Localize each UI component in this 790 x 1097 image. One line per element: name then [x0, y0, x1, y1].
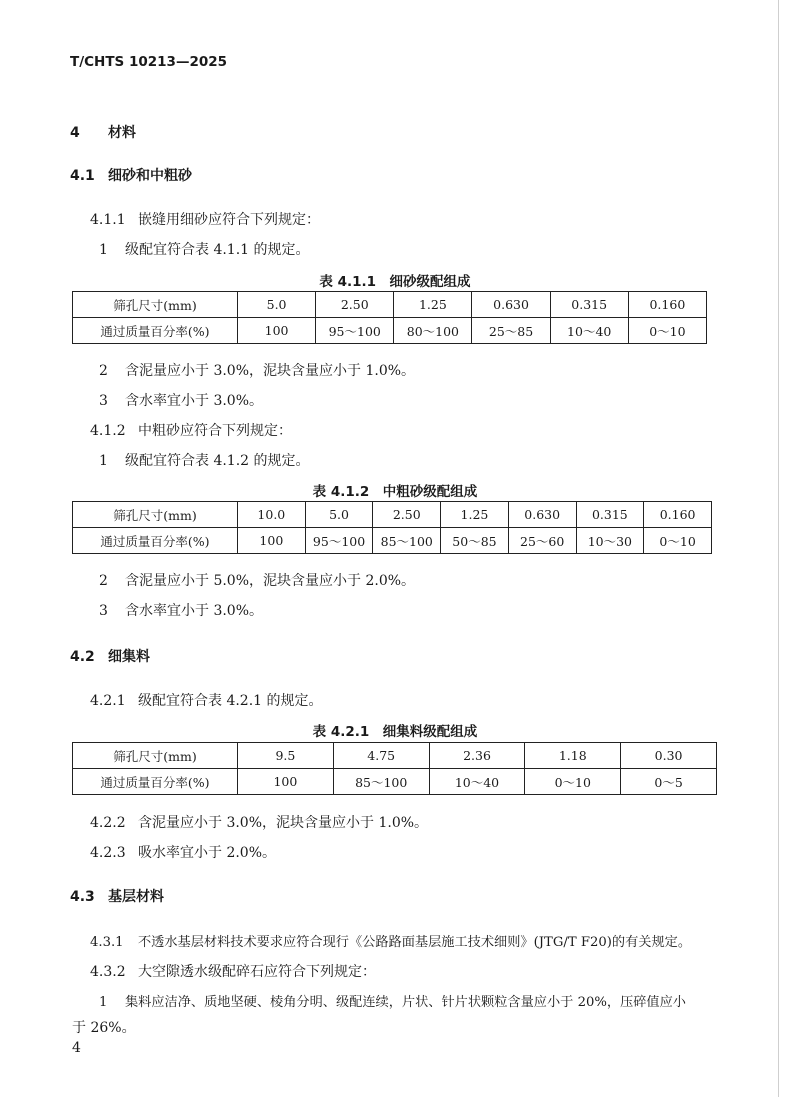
clause-number: 4.1.1: [90, 212, 126, 228]
item-4-3-2-1: [99, 991, 686, 1010]
item-4-1-1-3: [99, 390, 263, 410]
table-cell: 10～40: [550, 318, 628, 344]
item-number: 1: [99, 242, 108, 258]
clause-text: 不透水基层材料技术要求应符合现行《公路路面基层施工技术细则》(JTG/T F20)的有关规定。: [138, 935, 692, 950]
table-cell: 0.630: [472, 292, 550, 318]
table-cell: 95～100: [316, 318, 394, 344]
table-row: [73, 292, 707, 318]
row-header-sieve-size: 筛孔尺寸(mm): [73, 292, 238, 318]
table-4-1-2: [72, 501, 712, 554]
item-text: 含泥量应小于 3.0%，泥块含量应小于 1.0%。: [125, 363, 416, 379]
item-4-1-2-3: [99, 600, 263, 620]
table-cell: 2.50: [316, 292, 394, 318]
table-4-2-1-caption: 表 4.2.1 细集料级配组成: [312, 724, 478, 740]
clause-4-2-3: [90, 842, 276, 862]
table-cell: 10～40: [429, 769, 525, 795]
table-cell: 9.5: [238, 743, 334, 769]
table-4-1-2-caption: 表 4.1.2 中粗砂级配组成: [312, 484, 478, 500]
clause-text: 级配宜符合表 4.2.1 的规定。: [138, 693, 323, 709]
table-cell: 0.160: [628, 292, 706, 318]
row-header-passing-percent: 通过质量百分率(%): [73, 318, 238, 344]
table-cell: 5.0: [238, 292, 316, 318]
clause-4-1-2: [90, 420, 292, 440]
table-cell: 5.0: [305, 502, 373, 528]
table-cell: 1.25: [394, 292, 472, 318]
clause-number: 4.2.2: [90, 815, 126, 831]
section-number: 4.1: [70, 168, 95, 184]
clause-number: 4.1.2: [90, 423, 126, 439]
row-header-sieve-size: 筛孔尺寸(mm): [73, 743, 238, 769]
section-title: 基层材料: [108, 889, 164, 905]
section-4-2-heading: [70, 646, 150, 666]
item-text: 含水率宜小于 3.0%。: [125, 393, 264, 409]
clause-4-3-2: [90, 961, 376, 981]
item-number: 3: [99, 393, 108, 409]
table-row: [73, 528, 712, 554]
table-4-1-1-caption: 表 4.1.1 细砂级配组成: [319, 274, 471, 290]
item-4-1-2-2: [99, 570, 415, 590]
clause-text: 大空隙透水级配碎石应符合下列规定：: [138, 964, 376, 980]
section-title: 细砂和中粗砂: [108, 168, 192, 184]
table-cell: 95～100: [305, 528, 373, 554]
item-text-line-1: 集料应洁净、质地坚硬、棱角分明、级配连续，片状、针片状颗粒含量应小于 20%，压碎值应小: [125, 995, 686, 1010]
clause-number: 4.3.2: [90, 964, 126, 980]
item-number: 1: [99, 995, 108, 1010]
clause-number: 4.3.1: [90, 935, 124, 950]
row-header-passing-percent: 通过质量百分率(%): [73, 769, 238, 795]
clause-4-1-1: [90, 209, 320, 229]
row-header-sieve-size: 筛孔尺寸(mm): [73, 502, 238, 528]
table-cell: 0.315: [550, 292, 628, 318]
table-cell: 50～85: [441, 528, 509, 554]
section-number: 4.3: [70, 889, 95, 905]
clause-number: 4.2.3: [90, 845, 126, 861]
clause-text: 含泥量应小于 3.0%，泥块含量应小于 1.0%。: [138, 815, 429, 831]
table-row: [73, 769, 717, 795]
table-cell: 85～100: [333, 769, 429, 795]
table-cell: 0～10: [628, 318, 706, 344]
section-number: 4.2: [70, 649, 95, 665]
item-text: 含水率宜小于 3.0%。: [125, 603, 264, 619]
table-cell: 10.0: [238, 502, 306, 528]
table-cell: 10～30: [576, 528, 644, 554]
table-cell: 25～60: [508, 528, 576, 554]
table-cell: 0.160: [644, 502, 712, 528]
item-number: 3: [99, 603, 108, 619]
standard-code-header: T/CHTS 10213—2025: [70, 54, 228, 70]
table-cell: 1.25: [441, 502, 509, 528]
table-cell: 0.30: [621, 743, 717, 769]
table-cell: 0～10: [644, 528, 712, 554]
item-text: 级配宜符合表 4.1.1 的规定。: [125, 242, 310, 258]
clause-number: 4.2.1: [90, 693, 126, 709]
table-cell: 100: [238, 769, 334, 795]
section-number: 4: [70, 125, 80, 141]
table-cell: 100: [238, 528, 306, 554]
row-header-passing-percent: 通过质量百分率(%): [73, 528, 238, 554]
table-cell: 0.315: [576, 502, 644, 528]
table-cell: 80～100: [394, 318, 472, 344]
table-cell: 0～5: [621, 769, 717, 795]
item-number: 1: [99, 453, 108, 469]
clause-text: 吸水率宜小于 2.0%。: [138, 845, 277, 861]
clause-4-3-1: [90, 931, 691, 950]
item-number: 2: [99, 573, 108, 589]
table-row: [73, 502, 712, 528]
item-4-3-2-1-continuation: 于 26%。: [72, 1020, 136, 1036]
section-4-3-heading: [70, 886, 164, 906]
table-cell: 85～100: [373, 528, 441, 554]
table-4-2-1: [72, 742, 717, 795]
table-cell: 100: [238, 318, 316, 344]
section-title: 材料: [108, 125, 136, 141]
item-4-1-1-2: [99, 360, 415, 380]
section-4-1-heading: [70, 165, 192, 185]
clause-text: 中粗砂应符合下列规定：: [138, 423, 292, 439]
section-4-heading: [70, 122, 136, 142]
item-4-1-2-1: [99, 450, 310, 470]
table-cell: 0.630: [508, 502, 576, 528]
section-title: 细集料: [108, 649, 150, 665]
table-row: [73, 743, 717, 769]
page-edge-line: [778, 0, 779, 1097]
table-4-1-1: [72, 291, 707, 344]
table-cell: 25～85: [472, 318, 550, 344]
item-text: 级配宜符合表 4.1.2 的规定。: [125, 453, 310, 469]
page-number: 4: [72, 1040, 81, 1056]
clause-text: 嵌缝用细砂应符合下列规定：: [138, 212, 320, 228]
item-4-1-1-1: [99, 239, 310, 259]
item-number: 2: [99, 363, 108, 379]
clause-4-2-2: [90, 812, 428, 832]
table-cell: 2.50: [373, 502, 441, 528]
table-cell: 1.18: [525, 743, 621, 769]
table-cell: 2.36: [429, 743, 525, 769]
item-text: 含泥量应小于 5.0%，泥块含量应小于 2.0%。: [125, 573, 416, 589]
table-cell: 0～10: [525, 769, 621, 795]
table-row: [73, 318, 707, 344]
clause-4-2-1: [90, 690, 323, 710]
table-cell: 4.75: [333, 743, 429, 769]
